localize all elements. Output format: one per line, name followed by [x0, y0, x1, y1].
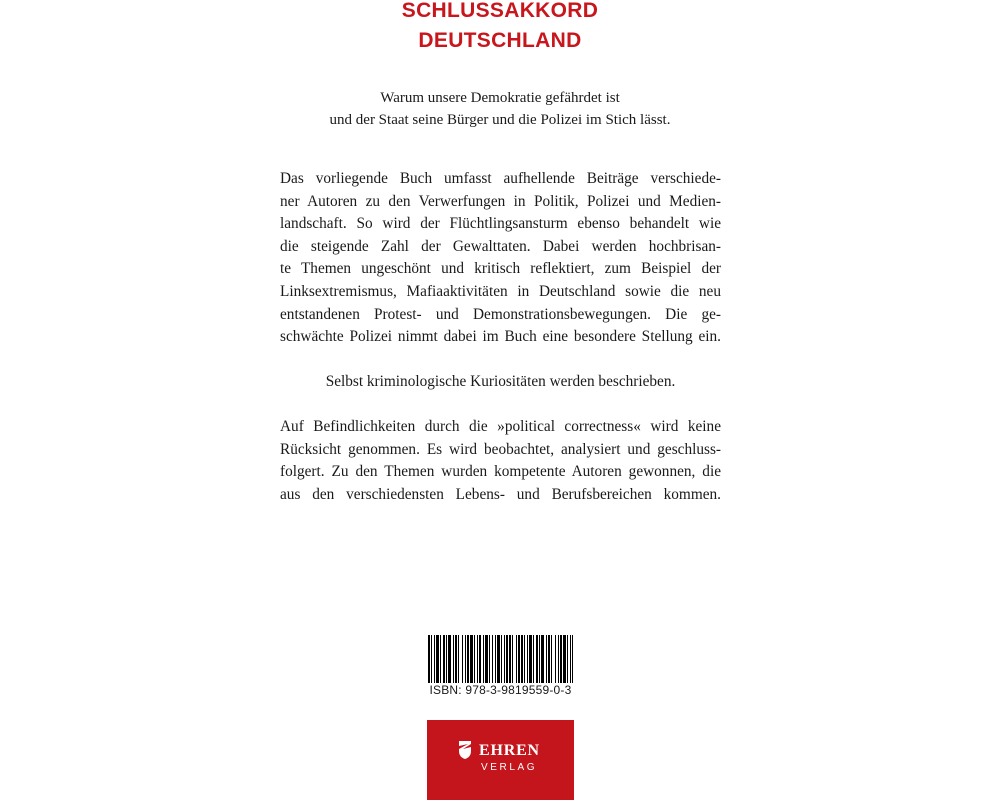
blurb-line: landschaft. So wird der Flüchtlingsansturm ebenso behandelt wie: [280, 215, 721, 233]
publisher-logo: [427, 720, 574, 800]
blurb-line: aus den verschiedensten Lebens- und Berufsbereichen kommen.: [280, 485, 721, 503]
blurb-line: schwächte Polizei nimmt dabei im Buch eine besondere Stellung ein.: [280, 328, 721, 346]
blurb-paragraph-1: [280, 168, 721, 349]
subtitle-line-2: und der Staat seine Bürger und die Polizei im Stich lässt.: [329, 112, 671, 128]
blurb-paragraph-3: [280, 416, 721, 506]
blurb-line: Auf Befindlichkeiten durch die »political correctness« wird keine: [280, 418, 721, 435]
blurb-paragraph-2: [280, 371, 721, 394]
blurb-line: Rücksicht genommen. Es wird beobachtet, analysiert und geschluss-: [280, 440, 721, 458]
blurb-line: Selbst kriminologische Kuriositäten werden beschrieben.: [325, 373, 676, 390]
book-title: [0, 0, 1000, 56]
blurb-line: Das vorliegende Buch umfasst aufhellende Beiträge verschiede-: [280, 170, 721, 187]
blurb-line: te Themen ungeschönt und kritisch reflektiert, zum Beispiel der: [280, 260, 721, 278]
blurb-line: folgert. Zu den Themen wurden kompetente Autoren gewonnen, die: [280, 463, 721, 481]
blurb-line: die steigende Zahl der Gewalttaten. Dabei werden hochbrisan-: [280, 237, 721, 255]
publisher-shield-icon: [457, 740, 473, 760]
blurb-line: Linksextremismus, Mafiaaktivitäten in Deutschland sowie die neu: [280, 282, 721, 300]
title-line-2: DEUTSCHLAND: [418, 29, 582, 52]
barcode: [427, 635, 574, 683]
subtitle-line-1: Warum unsere Demokratie gefährdet ist: [380, 90, 620, 106]
publisher-sub: VERLAG: [481, 762, 538, 773]
publisher-name: EHREN: [479, 742, 540, 759]
isbn-label: ISBN: 978-3-9819559-0-3: [429, 683, 572, 697]
blurb-line: entstandenen Protest- und Demonstrationsbewegungen. Die ge-: [280, 305, 721, 323]
title-line-1: SCHLUSSAKKORD: [401, 0, 599, 22]
book-subtitle: [0, 87, 1000, 131]
blurb-line: ner Autoren zu den Verwerfungen in Politik, Polizei und Medien-: [280, 192, 721, 210]
